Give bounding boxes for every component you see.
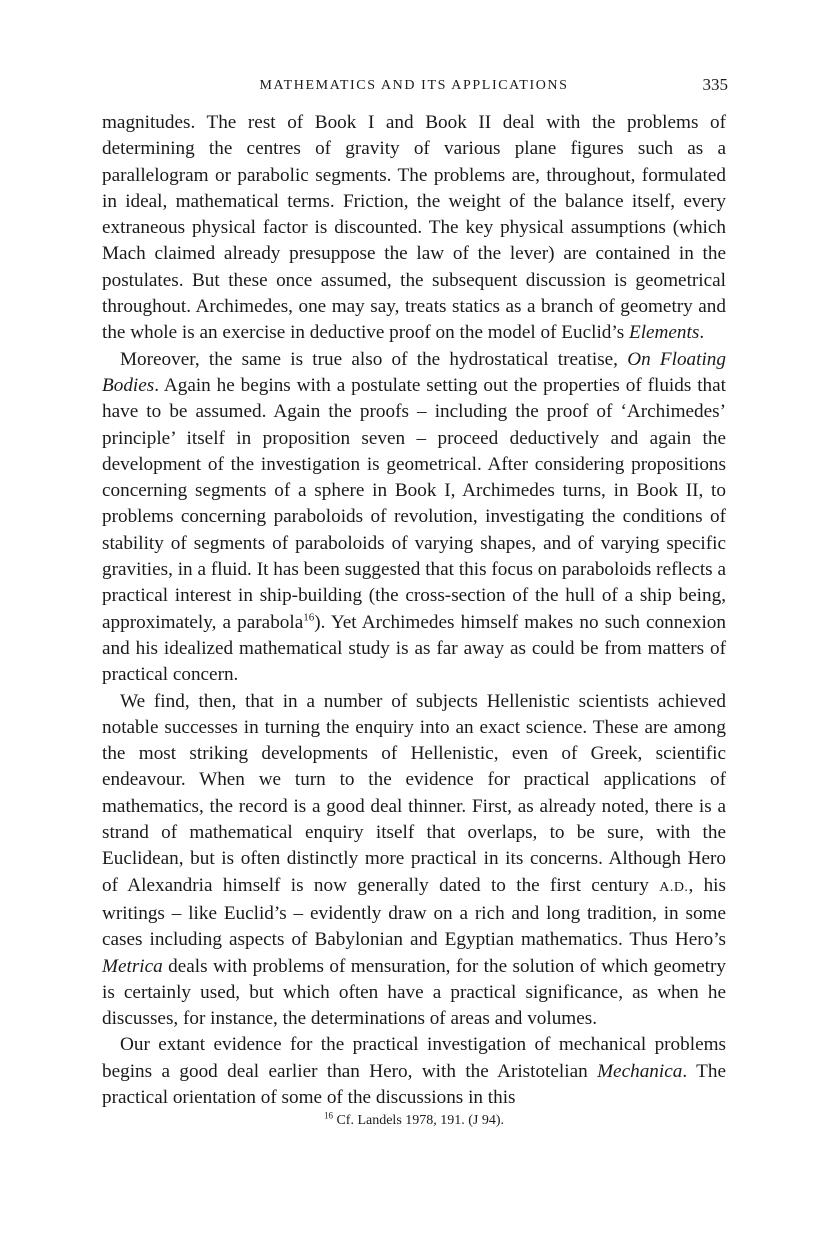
footnote-number: 16 — [323, 1110, 333, 1121]
body-text — [102, 110, 726, 1111]
paragraph-3-text-b: , his writings – like Euclid’s – evidently draw on a rich and long tradition, in some cases including aspects of Babylonian and Egyptian mathematics. Thus Hero’s — [102, 874, 726, 951]
paragraph-4-text-b: . The practical orientation of some of the discussions in this — [102, 1060, 726, 1108]
paragraph-4-text-a: Our extant evidence for the practical investigation of mechanical problems begins a good deal earlier than Hero, with the Aristotelian — [102, 1034, 726, 1082]
elements-title: Elements — [628, 322, 700, 344]
paragraph-2-text-c: ). Yet Archimedes himself makes no such connexion and his idealized mathematical study is as far away as could be from matters of practical concern. — [102, 611, 726, 686]
mechanica-title: Mechanica — [597, 1060, 683, 1082]
page-number: 335 — [702, 75, 728, 94]
paragraph-3-text-c: deals with problems of mensuration, for the solution of which geometry is certainly used, but which often have a practical significance, as when he discusses, for instance, the determinations of areas and volumes. — [102, 955, 726, 1030]
era-abbreviation: A.D. — [659, 879, 689, 895]
footnote — [102, 1111, 726, 1131]
floating-bodies-title: On Floating Bodies — [102, 348, 726, 396]
paragraph-1-end: . — [699, 322, 705, 344]
footnote-ref: 16 — [303, 611, 315, 624]
metrica-title: Metrica — [102, 955, 163, 977]
paragraph-3-text-a: We find, then, that in a number of subjects Hellenistic scientists achieved notable successes in turning the enquiry into an exact science. These are among the most striking developments of Hellenistic, even of Greek, scientific endeavour. When we turn to the evidence for practical applications of mathematics, the record is a good deal thinner. First, as already noted, there is a strand of mathematical enquiry itself that overlaps, to be sure, with the Euclidean, but is often distinctly more practical in its concerns. Although Hero of Alexandria himself is now generally dated to the first century — [102, 690, 726, 896]
paragraph-2-text-a: Moreover, the same is true also of the hydrostatical treatise, — [120, 348, 628, 370]
running-title: MATHEMATICS AND ITS APPLICATIONS — [259, 78, 569, 93]
page — [102, 72, 726, 1131]
paragraph-4 — [102, 1032, 726, 1111]
paragraph-2 — [102, 347, 726, 689]
paragraph-1-text: magnitudes. The rest of Book I and Book II deal with the problems of determining the centres of gravity of various plane figures such as a parallelogram or parabolic segments. The problems are, throughout, formulated in ideal, mathematical terms. Friction, the weight of the balance itself, every extraneous physical factor is discounted. The key physical assumptions (which Mach claimed already presuppose the law of the lever) are contained in the postulates. But these once assumed, the subsequent discussion is geometrical throughout. Archimedes, one may say, treats statics as a branch of geometry and the whole is an exercise in deductive proof on the model of Euclid’s — [102, 112, 726, 344]
paragraph-3 — [102, 689, 726, 1033]
paragraph-1 — [102, 110, 726, 347]
running-head — [102, 72, 726, 102]
paragraph-2-text-b: . Again he begins with a postulate setting out the properties of fluids that have to be assumed. Again the proofs – including the proof of ‘Archimedes’ principle’ itself in proposition seven – proceed deductively and again the development of the investigation is geometrical. After considering propositions concerning segments of a sphere in Book I, Archimedes turns, in Book II, to problems concerning paraboloids of revolution, investigating the conditions of stability of segments of paraboloids of varying shapes, and of varying specific gravities, in a fluid. It has been suggested that this focus on paraboloids reflects a practical interest in ship-building (the cross-section of the hull of a ship being, approximately, a parabola — [102, 374, 726, 633]
footnote-text: Cf. Landels 1978, 191. (J 94). — [336, 1113, 505, 1129]
